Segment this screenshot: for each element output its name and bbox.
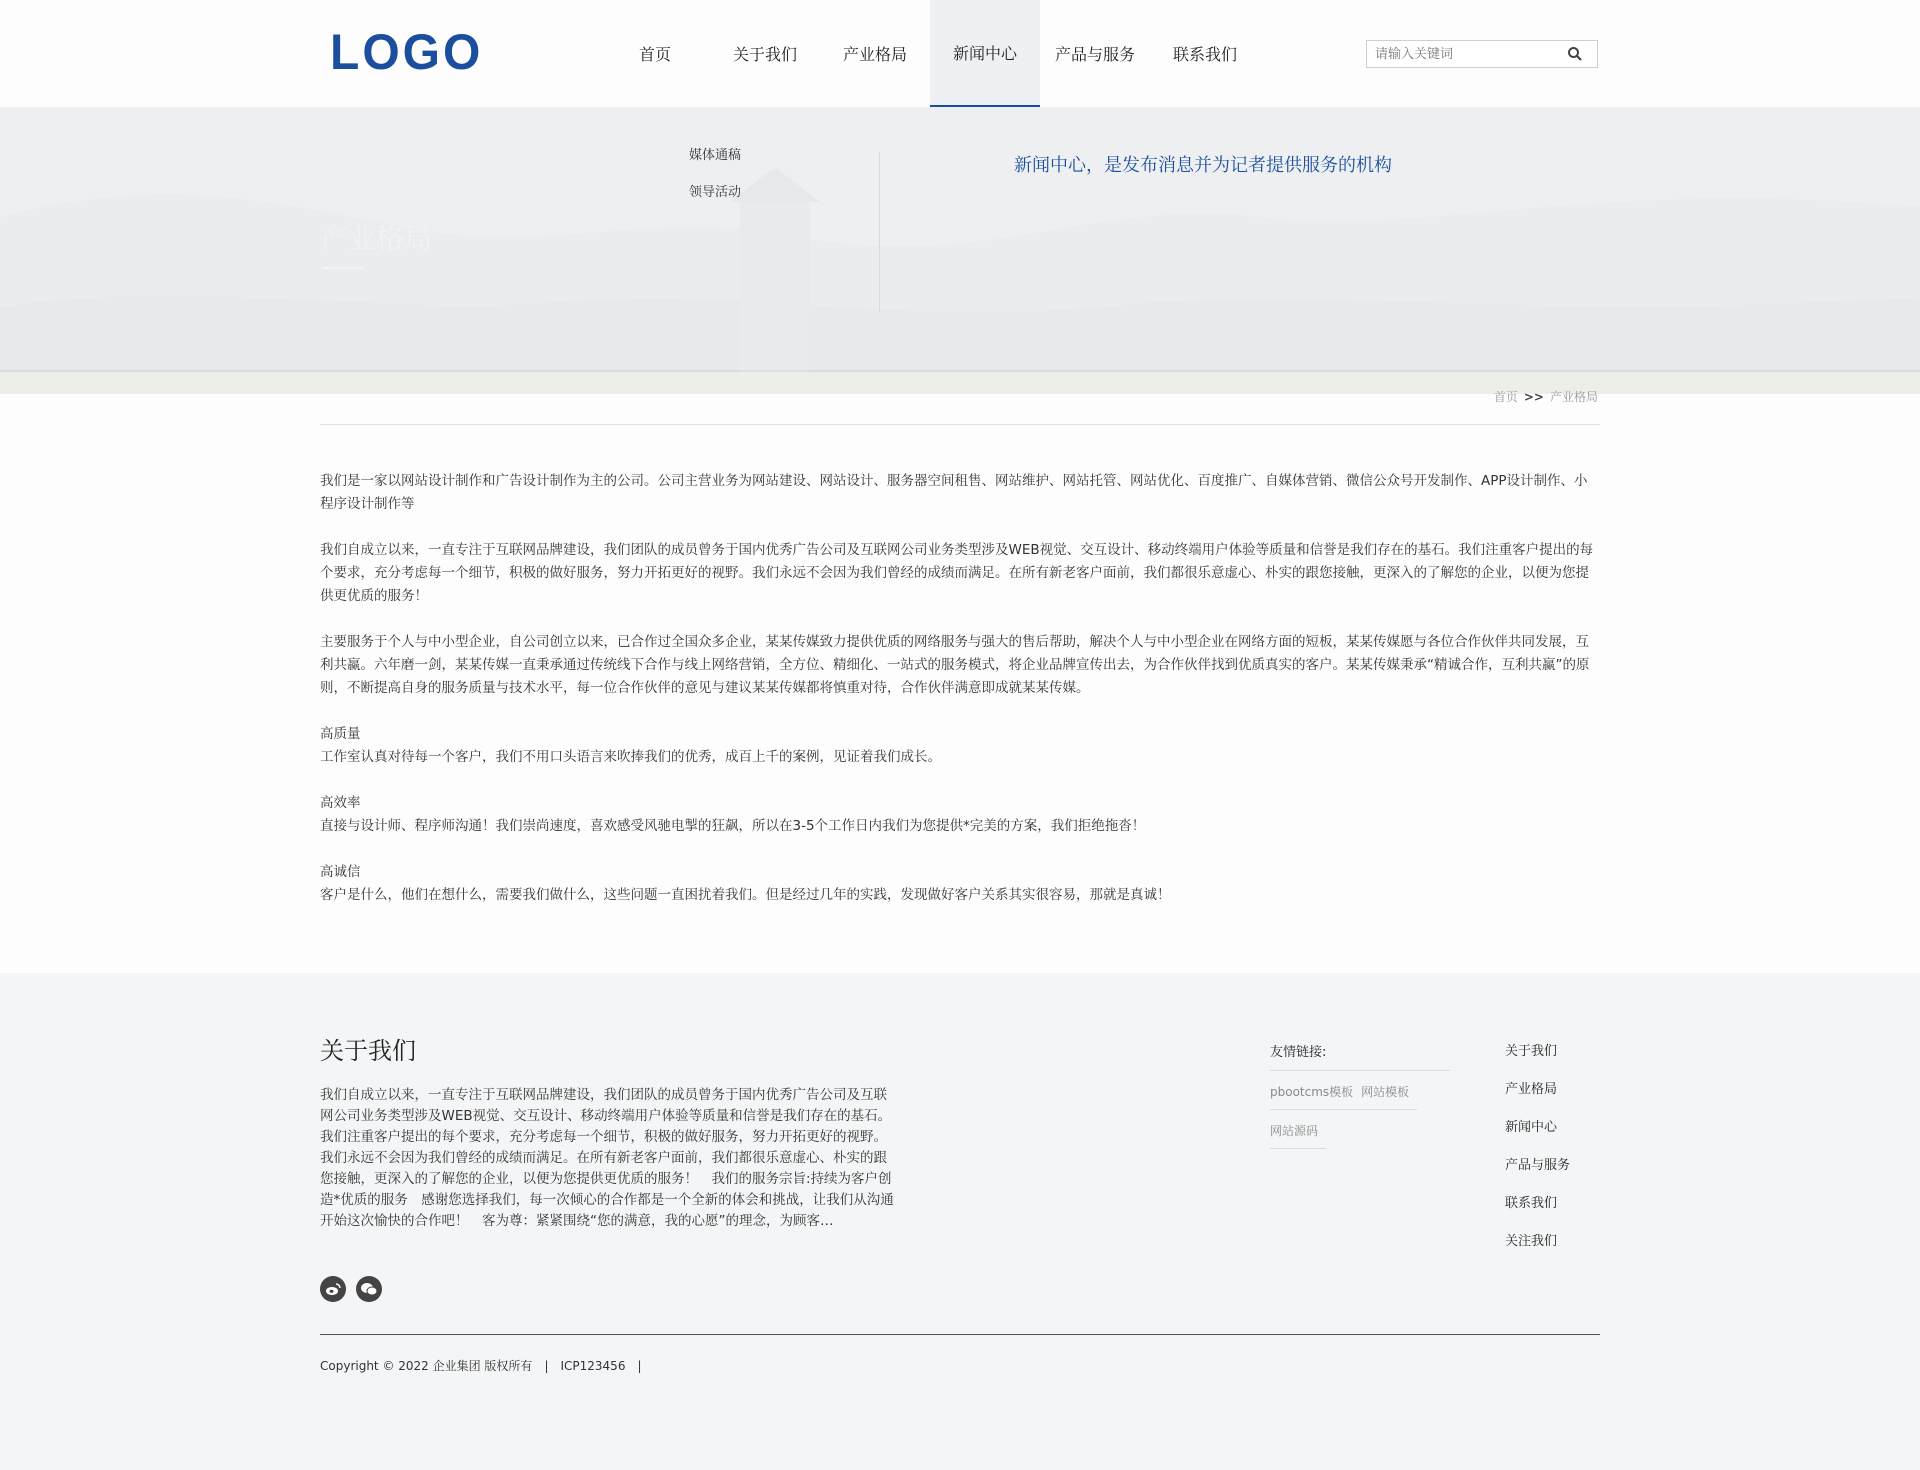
icp-link[interactable]: ICP123456 — [560, 1359, 626, 1373]
friend-links-row — [1270, 1071, 1417, 1110]
search-icon[interactable] — [1567, 46, 1583, 62]
friend-links-label: 友情链接: — [1270, 1041, 1450, 1071]
search-box — [1366, 40, 1598, 68]
copyright-separator: | — [637, 1359, 642, 1373]
friend-link[interactable]: 网站源码 — [1270, 1124, 1319, 1138]
logo-text: LOGO — [330, 24, 484, 81]
feature-integrity — [320, 861, 1600, 907]
footer-nav-news[interactable]: 新闻中心 — [1505, 1120, 1558, 1135]
feature-text: 客户是什么，他们在想什么，需要我们做什么，这些问题一直困扰着我们。但是经过几年的实践，发现做好客户关系其实很容易，那就是真诚！ — [320, 887, 1171, 903]
feature-text: 直接与设计师、程序师沟通！我们崇尚速度，喜欢感受风驰电掣的狂飙，所以在3-5个工作日内我们为您提供*完美的方案，我们拒绝拖沓！ — [320, 818, 1146, 834]
breadcrumb — [1494, 388, 1598, 405]
footer-divider — [320, 1334, 1600, 1335]
friend-link[interactable]: pbootcms模板 — [1270, 1085, 1354, 1099]
nav-item-products[interactable]: 产品与服务 — [1054, 45, 1135, 64]
copyright-bar — [320, 1357, 654, 1374]
feature-title: 高诚信 — [320, 864, 361, 880]
copyright-separator: | — [544, 1359, 549, 1373]
copyright-text: Copyright © 2022 企业集团 版权所有 — [320, 1359, 533, 1373]
feature-efficiency — [320, 792, 1600, 838]
content-paragraph: 我们自成立以来，一直专注于互联网品牌建设，我们团队的成员曾务于国内优秀广告公司及互联网公司业务类型涉及WEB视觉、交互设计、移动终端用户体验等质量和信誉是我们存在的基石。我们注重客户提出的每个要求，充分考虑每一个细节，积极的做好服务，努力开拓更好的视野。我们永远不会因为我们曾经的成绩而满足。在所有新老客户面前，我们都很乐意虚心、朴实的跟您接触，更深入的了解您的企业，以便为您提供更优质的服务！ — [320, 542, 1594, 604]
dropdown-link-leadership[interactable]: 领导活动 — [689, 185, 742, 200]
news-dropdown-menu — [0, 107, 1920, 370]
dropdown-link-media[interactable]: 媒体通稿 — [689, 148, 742, 163]
footer-nav — [1505, 1040, 1570, 1268]
social-links — [320, 1276, 382, 1302]
footer-nav-about[interactable]: 关于我们 — [1505, 1044, 1558, 1059]
feature-title: 高效率 — [320, 795, 361, 811]
footer-nav-products[interactable]: 产品与服务 — [1505, 1158, 1571, 1173]
wechat-icon[interactable] — [356, 1276, 382, 1302]
friend-links-row — [1270, 1110, 1326, 1149]
nav-item-contact[interactable]: 联系我们 — [1172, 45, 1237, 64]
footer-about-title: 关于我们 — [320, 1037, 416, 1065]
friend-links — [1270, 1041, 1450, 1149]
footer-about-text: 我们自成立以来，一直专注于互联网品牌建设，我们团队的成员曾务于国内优秀广告公司及互联网公司业务类型涉及WEB视觉、交互设计、移动终端用户体验等质量和信誉是我们存在的基石。我们注重客户提出的每个要求，充分考虑每一个细节，积极的做好服务，努力开拓更好的视野。我们永远不会因为我们曾经的成绩而满足。在所有新老客户面前，我们都很乐意虚心、朴实的跟您接触，更深入的了解您的企业，以便为您提供更优质的服务！ 我们的服务宗旨:持续为客户创造*优质的服务 感谢您选择我们，每一次倾心的合作都是一个全新的体会和挑战，让我们从沟通开始这次愉快的合作吧！ 客为尊：紧紧围绕“您的满意，我的心愿”的理念，为顾客… — [320, 1087, 894, 1229]
content-paragraph: 我们是一家以网站设计制作和广告设计制作为主的公司。公司主营业务为网站建设、网站设计、服务器空间租售、网站维护、网站托管、网站优化、百度推广、自媒体营销、微信公众号开发制作、APP设计制作、小程序设计制作等 — [320, 473, 1588, 512]
dropdown-description: 新闻中心，是发布消息并为记者提供服务的机构 — [1014, 155, 1392, 176]
nav-item-home[interactable]: 首页 — [638, 45, 671, 64]
main-content — [320, 470, 1600, 930]
search-input[interactable] — [1367, 41, 1573, 67]
feature-quality — [320, 723, 1600, 769]
dropdown-links — [689, 144, 741, 218]
nav-item-news[interactable]: 新闻中心 — [930, 0, 1040, 107]
site-logo[interactable] — [330, 24, 484, 81]
breadcrumb-home[interactable]: 首页 — [1493, 390, 1518, 404]
feature-title: 高质量 — [320, 726, 361, 742]
main-nav — [600, 0, 1260, 107]
nav-item-industry[interactable]: 产业格局 — [842, 45, 907, 64]
content-divider — [320, 424, 1600, 425]
dropdown-divider — [879, 152, 880, 312]
site-header — [0, 0, 1920, 107]
friend-link[interactable]: 网站模板 — [1361, 1085, 1410, 1099]
content-paragraph: 主要服务于个人与中小型企业，自公司创立以来，已合作过全国众多企业，某某传媒致力提供优质的网络服务与强大的售后帮助，解决个人与中小型企业在网络方面的短板，某某传媒愿与各位合作伙伴共同发展，互利共赢。六年磨一剑，某某传媒一直秉承通过传统线下合作与线上网络营销，全方位、精细化、一站式的服务模式，将企业品牌宣传出去，为合作伙伴找到优质真实的客户。某某传媒秉承“精诚合作，互利共赢”的原则，不断提高自身的服务质量与技术水平，每一位合作伙伴的意见与建议某某传媒都将慎重对待，合作伙伴满意即成就某某传媒。 — [320, 634, 1590, 696]
footer-nav-contact[interactable]: 联系我们 — [1505, 1196, 1558, 1211]
footer-nav-industry[interactable]: 产业格局 — [1505, 1082, 1558, 1097]
breadcrumb-current[interactable]: 产业格局 — [1549, 390, 1598, 404]
breadcrumb-separator: >> — [1523, 390, 1544, 404]
footer-nav-follow[interactable]: 关注我们 — [1505, 1234, 1558, 1249]
site-footer — [0, 973, 1920, 1470]
nav-item-about[interactable]: 关于我们 — [732, 45, 797, 64]
weibo-icon[interactable] — [320, 1276, 346, 1302]
feature-text: 工作室认真对待每一个客户，我们不用口头语言来吹捧我们的优秀，成百上千的案例，见证着我们成长。 — [320, 749, 941, 765]
